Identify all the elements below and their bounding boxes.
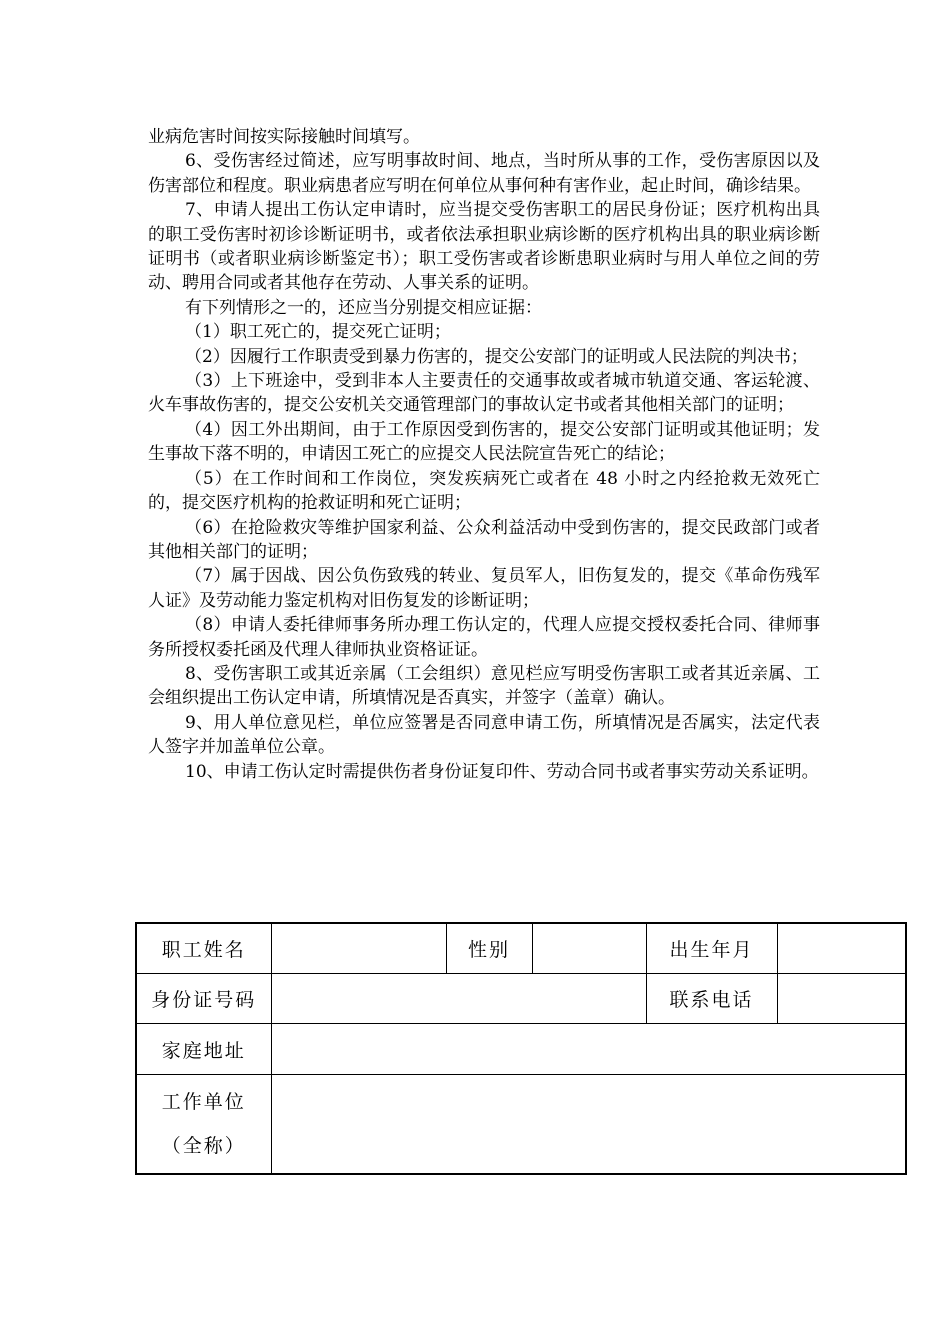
gender-field[interactable] — [532, 923, 646, 974]
evidence-item-5: （5）在工作时间和工作岗位，突发疾病死亡或者在 48 小时之内经抢救无效死亡的，提交医疗机构的抢救证明和死亡证明； — [148, 468, 820, 514]
employer-label-line2: （全称） — [161, 1135, 246, 1157]
evidence-item-1: （1）职工死亡的，提交死亡证明； — [185, 322, 451, 343]
employer-label — [136, 1075, 271, 1175]
birth-field[interactable] — [777, 923, 906, 974]
table-row — [136, 974, 906, 1024]
table-row — [136, 1024, 906, 1075]
employer-field[interactable] — [271, 1075, 906, 1175]
instruction-continuation: 业病危害时间按实际接触时间填写。 — [148, 127, 420, 147]
evidence-item-3: （3）上下班途中，受到非本人主要责任的交通事故或者城市轨道交通、客运轮渡、火车事故伤害的，提交公安机关交通管理部门的事故认定书或者其他相关部门的证明； — [148, 371, 820, 416]
id-number-label: 身份证号码 — [136, 974, 271, 1024]
instruction-evidence-intro: 有下列情形之一的，还应当分别提交相应证据： — [185, 297, 542, 318]
table-row — [136, 1075, 906, 1175]
name-label: 职工姓名 — [136, 923, 271, 974]
evidence-item-8: （8）申请人委托律师事务所办理工伤认定的，代理人应提交授权委托合同、律师事务所授权委托函及代理人律师执业资格证证。 — [148, 615, 820, 660]
phone-field[interactable] — [777, 974, 906, 1024]
table-row — [136, 923, 906, 974]
employer-label-line1: 工作单位 — [161, 1091, 246, 1113]
instruction-item-7: 7、申请人提出工伤认定申请时，应当提交受伤害职工的居民身份证；医疗机构出具的职工受伤害时初诊诊断证明书，或者依法承担职业病诊断的医疗机构出具的职业病诊断证明书（或者职业病诊断鉴定书）；职工受伤害或者诊断患职业病时与用人单位之间的劳动、聘用合同或者其他存在劳动、人事关系的证明。 — [148, 200, 820, 294]
applicant-info-table — [135, 922, 907, 1175]
instruction-item-9: 9、用人单位意见栏，单位应签署是否同意申请工伤，所填情况是否属实，法定代表人签字并加盖单位公章。 — [148, 712, 820, 758]
address-field[interactable] — [271, 1024, 906, 1075]
name-field[interactable] — [271, 923, 446, 974]
gender-label: 性别 — [446, 923, 532, 974]
evidence-item-7: （7）属于因战、因公负伤致残的转业、复员军人，旧伤复发的，提交《革命伤残军人证》及劳动能力鉴定机构对旧伤复发的诊断证明； — [148, 566, 820, 611]
instruction-item-10: 10、申请工伤认定时需提供伤者身份证复印件、劳动合同书或者事实劳动关系证明。 — [185, 761, 819, 782]
evidence-item-4: （4）因工外出期间，由于工作原因受到伤害的，提交公安部门证明或其他证明；发生事故下落不明的，申请因工死亡的应提交人民法院宣告死亡的结论； — [148, 419, 820, 465]
instruction-item-8: 8、受伤害职工或其近亲属（工会组织）意见栏应写明受伤害职工或者其近亲属、工会组织提出工伤认定申请，所填情况是否真实，并签字（盖章）确认。 — [148, 663, 820, 709]
address-label: 家庭地址 — [136, 1024, 271, 1075]
evidence-item-2: （2）因履行工作职责受到暴力伤害的，提交公安部门的证明或人民法院的判决书； — [185, 346, 808, 367]
birth-label: 出生年月 — [646, 923, 777, 974]
phone-label: 联系电话 — [646, 974, 777, 1024]
id-number-field[interactable] — [271, 974, 646, 1024]
instruction-item-6: 6、受伤害经过简述，应写明事故时间、地点，当时所从事的工作，受伤害原因以及伤害部位和程度。职业病患者应写明在何单位从事何种有害作业，起止时间，确诊结果。 — [148, 151, 820, 196]
instructions-text — [148, 125, 820, 784]
evidence-item-6: （6）在抢险救灾等维护国家利益、公众利益活动中受到伤害的，提交民政部门或者其他相关部门的证明； — [148, 517, 820, 562]
